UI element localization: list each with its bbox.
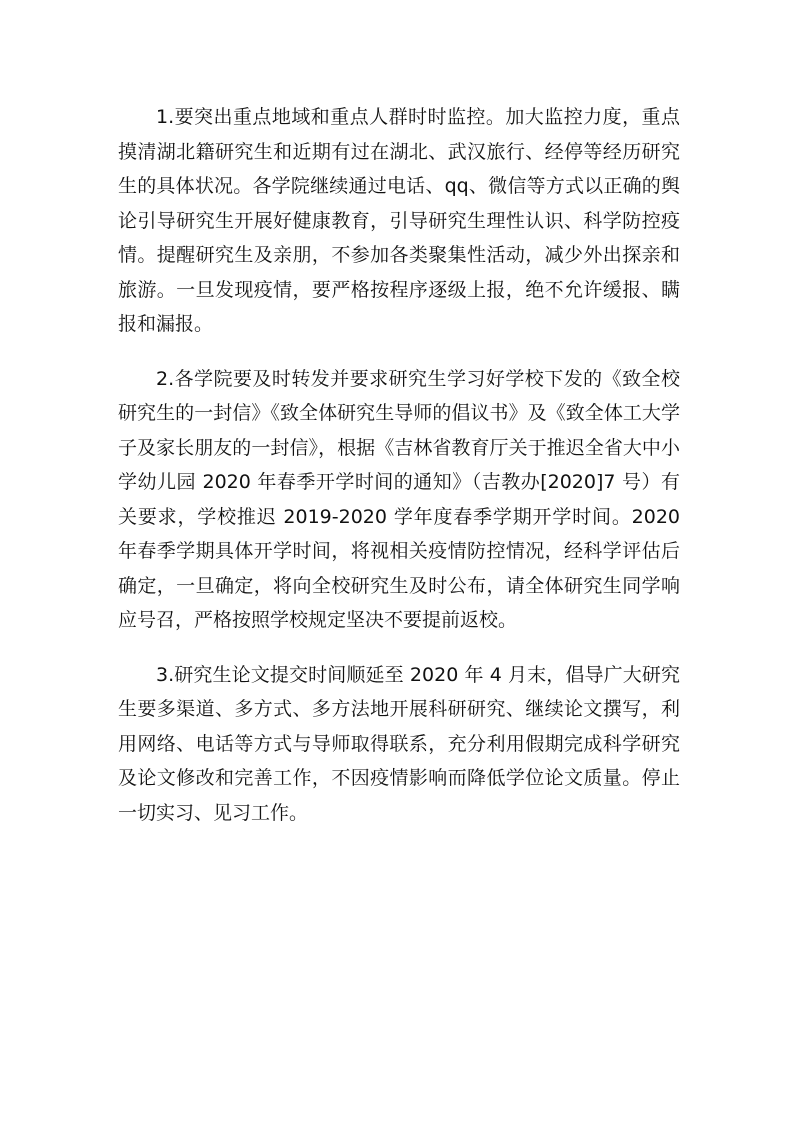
- paragraph-1: 1.要突出重点地域和重点人群时时监控。加大监控力度，重点摸清湖北籍研究生和近期有过在湖北、武汉旅行、经停等经历研究生的具体状况。各学院继续通过电话、qq、微信等方式以正确的舆论引导研究生开展好健康教育，引导研究生理性认识、科学防控疫情。提醒研究生及亲朋，不参加各类聚集性活动，减少外出探亲和旅游。一旦发现疫情，要严格按程序逐级上报，绝不允许缓报、瞒报和漏报。: [118, 106, 680, 335]
- paragraph-2: 2.各学院要及时转发并要求研究生学习好学校下发的《致全校研究生的一封信》《致全体研究生导师的倡议书》及《致全体工大学子及家长朋友的一封信》，根据《吉林省教育厅关于推迟全省大中小学幼儿园 2020 年春季开学时间的通知》（吉教办[2020]7 号）有关要求，学校推迟 2019-2020 学年度春季学期开学时间。2020 年春季学期具体开学时间，将视相关疫情防控情况，经科学评估后确定，一旦确定，将向全校研究生及时公布，请全体研究生同学响应号召，严格按照学校规定坚决不要提前返校。: [118, 367, 680, 631]
- paragraph-3: 3.研究生论文提交时间顺延至 2020 年 4 月末，倡导广大研究生要多渠道、多方式、多方法地开展科研研究、继续论文撰写，利用网络、电话等方式与导师取得联系，充分利用假期完成科学研究及论文修改和完善工作，不因疫情影响而降低学位论文质量。停止一切实习、见习工作。: [118, 663, 680, 824]
- document-body: [118, 100, 680, 830]
